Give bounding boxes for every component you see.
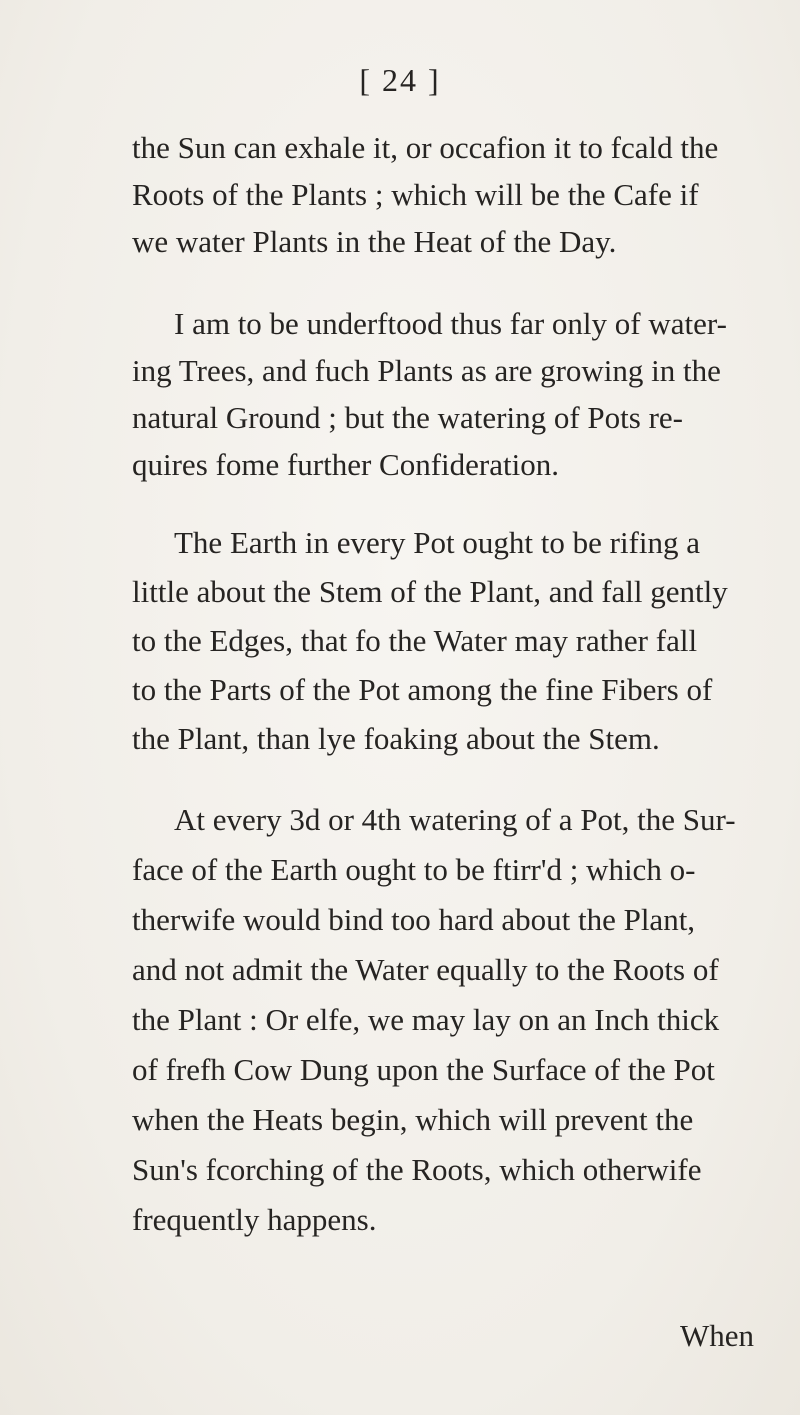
text-line: The Earth in every Pot ought to be rifing a [174,525,701,560]
text-line: At every 3d or 4th watering of a Pot, the Sur- [174,802,736,837]
catchword: When [680,1318,755,1353]
text-line: and not admit the Water equally to the Roots of [132,952,719,987]
text-line: therwife would bind too hard about the Plant, [132,902,696,937]
text-line: Roots of the Plants ; which will be the Cafe if [132,177,699,212]
text-line: frequently happens. [132,1202,377,1237]
text-line: to the Parts of the Pot among the fine Fibers of [132,672,713,707]
text-line: I am to be underftood thus far only of water- [174,306,727,341]
page-number: [ 24 ] [359,62,441,98]
text-line: Sun's fcorching of the Roots, which otherwife [132,1152,702,1187]
text-line: when the Heats begin, which will prevent the [132,1102,694,1137]
text-line: face of the Earth ought to be ftirr'd ; which o- [132,852,696,887]
text-line: ing Trees, and fuch Plants as are growing in the [132,353,721,388]
text-line: of frefh Cow Dung upon the Surface of the Pot [132,1052,715,1087]
text-line: we water Plants in the Heat of the Day. [132,224,617,259]
text-line: the Plant : Or elfe, we may lay on an Inch thick [132,1002,720,1037]
text-line: the Plant, than lye foaking about the Stem. [132,721,660,756]
text-line: natural Ground ; but the watering of Pots re- [132,400,683,435]
text-line: to the Edges, that fo the Water may rather fall [132,623,698,658]
text-line: quires fome further Confideration. [132,447,559,482]
text-line: the Sun can exhale it, or occafion it to fcald the [132,130,719,165]
text-line: little about the Stem of the Plant, and fall gently [132,574,728,609]
